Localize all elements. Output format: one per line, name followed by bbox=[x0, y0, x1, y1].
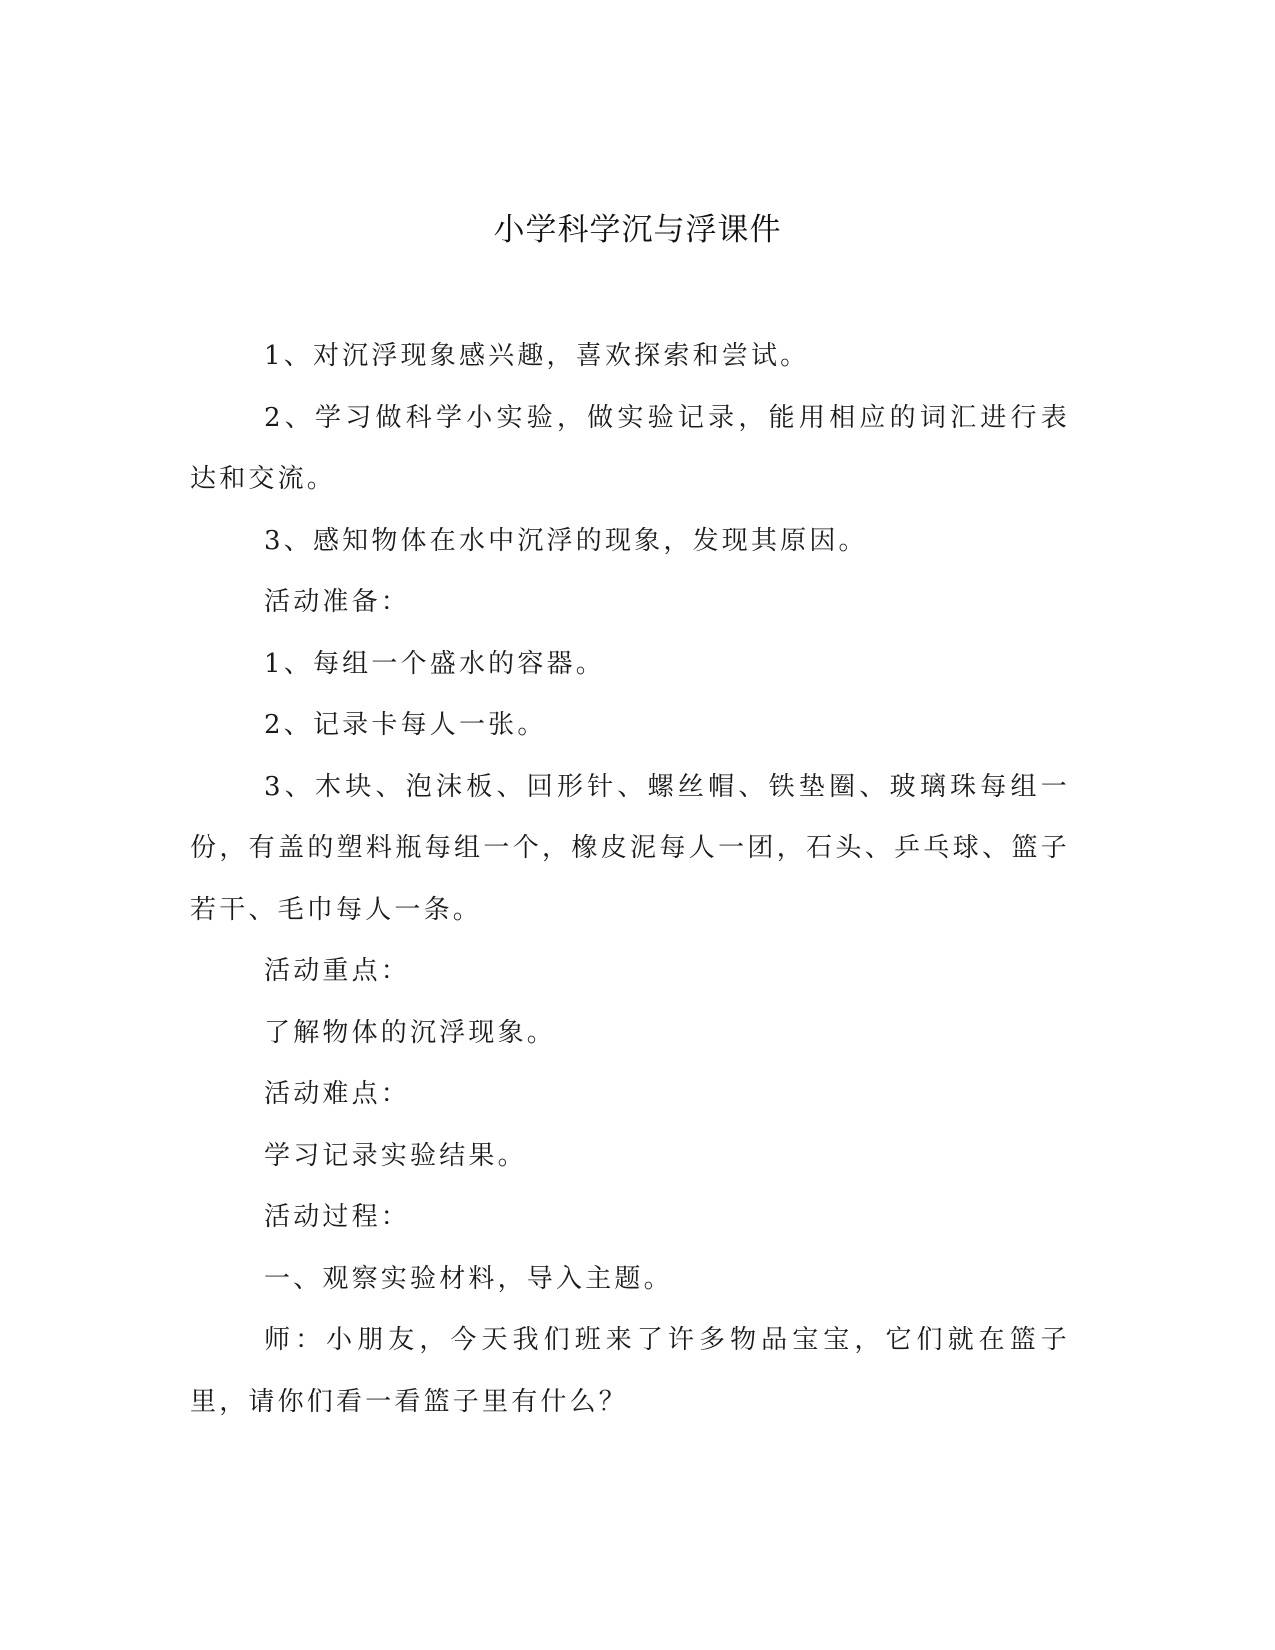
paragraph-process-step-1: 一、观察实验材料，导入主题。 bbox=[264, 1263, 673, 1294]
paragraph-difficulty: 学习记录实验结果。 bbox=[264, 1140, 527, 1171]
heading-activity-difficulty: 活动难点： bbox=[264, 1079, 411, 1109]
paragraph-prep-1: 1、每组一个盛水的容器。 bbox=[264, 648, 605, 679]
paragraph-prep-3: 3、木块、泡沫板、回形针、螺丝帽、铁垫圈、玻璃珠每组一份，有盖的塑料瓶每组一个，橡皮泥每人一团，石头、乒乓球、篮子若干、毛巾每人一条。 bbox=[190, 771, 1070, 925]
heading-activity-focus: 活动重点： bbox=[264, 956, 411, 986]
paragraph-goal-1: 1、对沉浮现象感兴趣，喜欢探索和尝试。 bbox=[264, 341, 810, 371]
paragraph-prep-2: 2、记录卡每人一张。 bbox=[264, 710, 547, 740]
paragraph-teacher-dialogue: 师：小朋友，今天我们班来了许多物品宝宝，它们就在篮子里，请你们看一看篮子里有什么？ bbox=[190, 1325, 1070, 1417]
heading-activity-process: 活动过程： bbox=[264, 1202, 411, 1232]
document-title: 小学科学沉与浮课件 bbox=[493, 212, 782, 248]
heading-activity-preparation: 活动准备： bbox=[264, 587, 411, 617]
document-body bbox=[190, 326, 1070, 1433]
paragraph-goal-3: 3、感知物体在水中沉浮的现象，发现其原因。 bbox=[264, 525, 868, 556]
paragraph-focus: 了解物体的沉浮现象。 bbox=[264, 1017, 557, 1048]
paragraph-goal-2: 2、学习做科学小实验，做实验记录，能用相应的词汇进行表达和交流。 bbox=[190, 402, 1070, 494]
